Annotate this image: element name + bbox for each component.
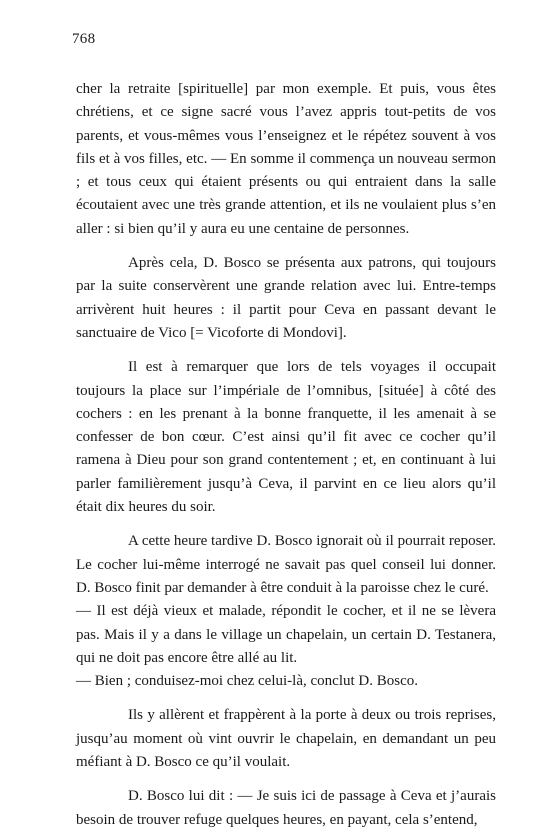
paragraph: Après cela, D. Bosco se présenta aux patrons, qui toujours par la suite conservèrent une grande relation avec lui. Entre-temps arrivèrent huit heures : il partit pour Ceva en passant devant le sanctuaire de Vico [= Vicoforte di Mondovi]. [76, 255, 496, 341]
dialogue-line: — Il est déjà vieux et malade, répondit le cocher, et il ne se lèvera pas. Mais il y a dans le village un chapelain, un certain D. Testanera, qui ne doit pas encore être allé au lit. [76, 603, 496, 666]
page-number: 768 [72, 31, 96, 47]
paragraph: A cette heure tardive D. Bosco ignorait où il pourrait reposer. Le cocher lui-même interrogé ne savait pas quel conseil lui donner. D. Bosco finit par demander à être conduit à la paroisse chez le curé. [76, 533, 496, 596]
paragraph: D. Bosco lui dit : — Je suis ici de passage à Ceva et j’aurais besoin de trouver refuge quelques heures, en payant, cela s’entend, [76, 788, 496, 828]
dialogue-line: — Bien ; conduisez-moi chez celui-là, conclut D. Bosco. [76, 673, 418, 690]
paragraph: Ils y allèrent et frappèrent à la porte à deux ou trois reprises, jusqu’au moment où vint ouvrir le chapelain, en demandant un peu méfiant à D. Bosco ce qu’il voulait. [76, 707, 496, 771]
paragraph: cher la retraite [spirituelle] par mon exemple. Et puis, vous êtes chrétiens, et ce signe sacré vous l’avez appris tout-petits de vos parents, et vous-mêmes vous l’enseignez et le répétez souvent à vos fils et à vos filles, etc. — En somme il commença un nouveau sermon ; et tous ceux qui étaient présents ou qui entraient dans la salle écoutaient avec une très grande attention, et ils ne voulaient plus s’en aller : si bien qu’il y aura eu une centaine de personnes. [76, 81, 496, 237]
paragraph: Il est à remarquer que lors de tels voyages il occupait toujours la place sur l’impériale de l’omnibus, [située] à côté des cochers : en les prenant à la bonne franquette, il les amenait à se confesser de bon cœur. C’est ainsi qu’il fit avec ce cocher qu’il ramena à Dieu pour son grand contentement ; et, en continuant à lui parler familièrement jusqu’à Ceva, il parvint en ce lieu alors qu’il était dix heures du soir. [76, 359, 496, 516]
body-text [76, 78, 496, 832]
